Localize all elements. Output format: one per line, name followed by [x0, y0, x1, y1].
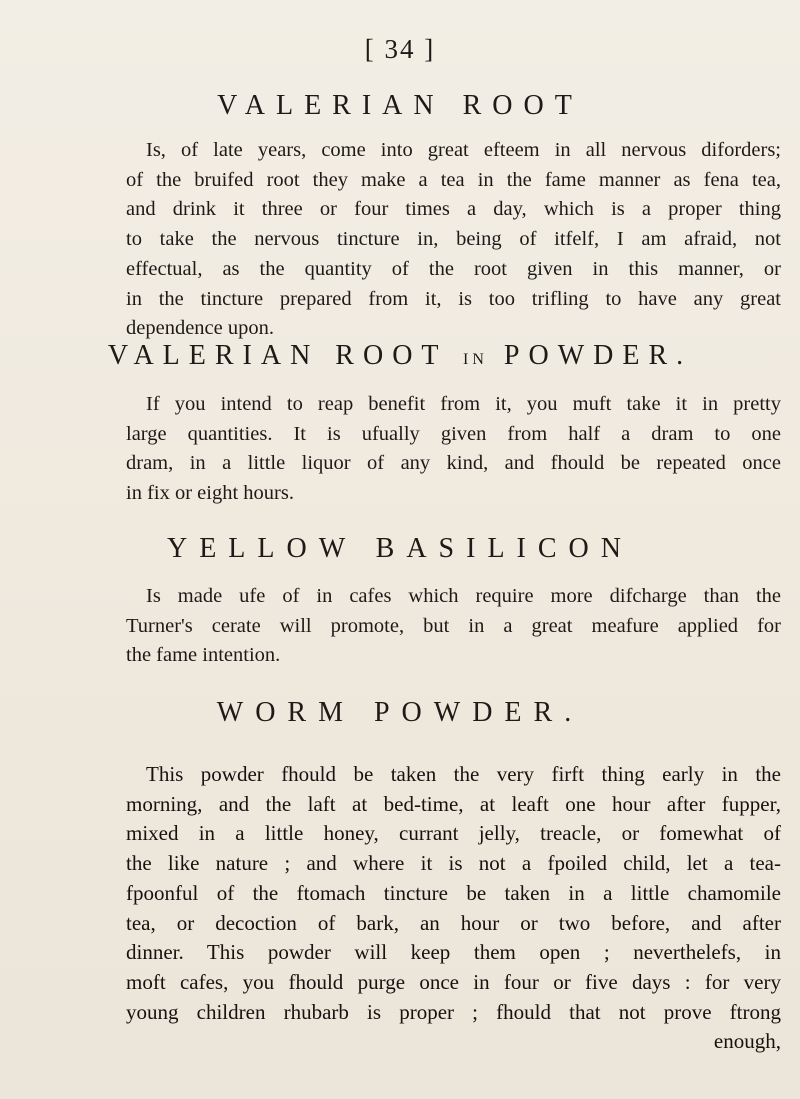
text-line: If you intend to reap benefit from it, you muft take it in pretty	[146, 393, 781, 415]
paragraph-valerian-powder	[126, 390, 781, 509]
paragraph-worm-powder	[126, 760, 781, 1057]
text-line: and drink it three or four times a day, which is a proper thing	[126, 198, 781, 221]
text-line: This powder fhould be taken the very firft thing early in the	[146, 762, 781, 786]
text-line: large quantities. It is ufually given from half a dram to one	[126, 422, 781, 445]
text-line: effectual, as the quantity of the root given in this manner, or	[126, 257, 781, 280]
text-line: Is made ufe of in cafes which require more difcharge than the	[146, 585, 781, 607]
text-line: tea, or decoction of bark, an hour or two before, and after	[126, 910, 781, 935]
paragraph-yellow-basilicon	[126, 582, 781, 671]
catchword: enough,	[713, 1029, 781, 1054]
text-line: dinner. This powder will keep them open ; neverthelefs, in	[126, 940, 781, 965]
text-line: to take the nervous tincture in, being of itfelf, I am afraid, not	[126, 228, 781, 251]
section-heading-valerian-root: VALERIAN ROOT	[217, 90, 583, 121]
text-line: dram, in a little liquor of any kind, and fhould be repeated once	[126, 452, 781, 475]
text-line: fpoonful of the ftomach tincture be taken in a little chamomile	[126, 880, 781, 905]
text-line: the like nature ; and where it is not a fpoiled child, let a tea-	[126, 851, 781, 876]
heading-main: VALERIAN ROOT	[107, 340, 448, 371]
text-line: dependence upon.	[126, 317, 274, 340]
text-line: in the tincture prepared from it, is too trifling to have any great	[126, 287, 781, 310]
text-line: morning, and the laft at bed-time, at leaft one hour after fupper,	[126, 791, 781, 816]
heading-end: POWDER.	[503, 340, 693, 371]
heading-small: IN	[463, 351, 488, 368]
text-line: Is, of late years, come into great efteem in all nervous diforders;	[146, 139, 781, 161]
section-heading-yellow-basilicon: YELLOW BASILICON	[166, 533, 633, 564]
text-line: of the bruifed root they make a tea in the fame manner as fena tea,	[126, 168, 781, 191]
text-line: the fame intention.	[126, 644, 281, 667]
text-line: mixed in a little honey, currant jelly, treacle, or fomewhat of	[126, 821, 781, 846]
page-number: [ 34 ]	[364, 34, 436, 64]
text-line: Turner's cerate will promote, but in a great meafure applied for	[126, 614, 781, 637]
text-line: in fix or eight hours.	[126, 482, 294, 505]
section-heading-valerian-root-in-powder	[0, 340, 800, 372]
text-line: young children rhubarb is proper ; fhould that not prove ftrong	[126, 999, 781, 1024]
text-line: moft cafes, you fhould purge once in four or five days : for very	[126, 969, 781, 994]
section-heading-worm-powder: WORM POWDER.	[216, 697, 584, 728]
paragraph-valerian-root	[126, 136, 781, 344]
